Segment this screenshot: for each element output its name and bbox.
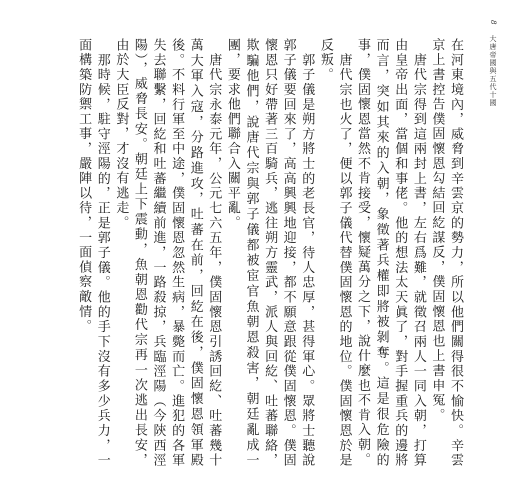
page-number: 8 (489, 20, 497, 26)
book-title: 大唐帝國與五代十國 (489, 34, 497, 107)
paragraph-6: 那時候，駐守涇陽的，正是郭子儀。他的手下沒有多少兵力，一面構築防禦工事，嚴陣以待，一面偵察敵情。 (76, 38, 110, 468)
paragraph-3: 唐代宗也火了，便以郭子儀代替僕固懷恩的地位。僕固懷恩於是反叛。 (317, 38, 352, 468)
paragraph-2: 唐代宗得到這兩封上書，左右爲難，就徵召兩人一同入朝，打算由皇帝出面，當個和事佬。他的想法太天眞了，對手握重兵的邊將而言，突如其來的入朝，象徵著兵權即將被剝奪。這是很危險的事，僕固懷恩當然不肯接受，懷疑萬分之下，說什麼也不肯入朝。 (355, 38, 426, 468)
running-header (489, 20, 497, 107)
paragraph-1: 在河東境內，威脅到辛雲京的勢力，所以他們關得很不愉快。辛雲京上書控告僕固懷恩勾結回紇謀反，僕固懷恩也上書申冤。 (429, 38, 463, 468)
paragraph-4: 郭子儀是朔方將士的老長官，待人忠厚，甚得軍心。眾將士聽說郭子儀要回來了，高高興興地迎接，都不願意跟從僕固懷恩。僕固懷恩只好帶著三百騎兵，逃往朔方靈武，派人與回紇、吐蕃聯絡，欺騙他們，說唐代宗與郭子儀都被宦官魚朝恩殺害，朝廷亂成一團，要求他們聯合入關平亂。 (224, 38, 315, 468)
paragraph-5: 唐代宗永泰元年，公元七六五年，僕固懷恩引誘回紇、吐蕃幾十萬大軍入寇，分路進攻，吐蕃在前，回紇在後，僕固懷恩領軍殿後。不料行軍至中途，僕固懷恩忽然生病，暴斃而亡。進犯的各軍失去聯繫，回紇和吐蕃繼續前進，一路殺掠，兵臨涇陽（今陝西涇陽），威脅長安。朝廷上下震動，魚朝恩勸代宗再一次逃出長安，由於大臣反對，才沒有逃走。 (113, 38, 222, 468)
vertical-text-body (74, 38, 464, 468)
